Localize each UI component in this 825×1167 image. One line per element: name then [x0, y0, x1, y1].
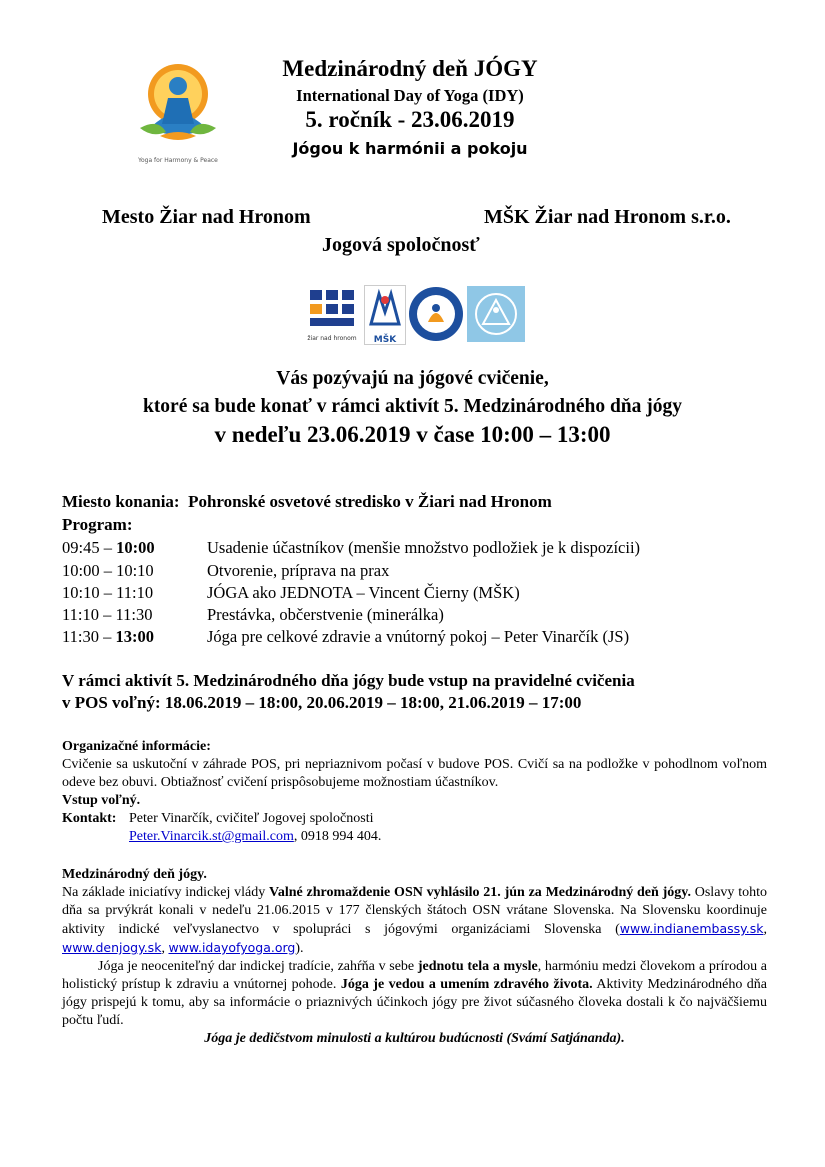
- edition-date: 5. ročník - 23.06.2019: [305, 107, 515, 132]
- organizer-msk: MŠK Žiar nad Hronom s.r.o.: [484, 206, 731, 228]
- contact-name: Peter Vinarčík, cvičiteľ Jogovej spoločnosti: [129, 811, 374, 826]
- yoga-day-logo: [130, 58, 226, 162]
- venue-label: Miesto konania:: [62, 492, 180, 511]
- free-entry-line-1: V rámci aktivít 5. Medzinárodného dňa jógy bude vstup na pravidelné cvičenia: [62, 671, 635, 690]
- page-subtitle: International Day of Yoga (IDY): [296, 86, 524, 105]
- program-desc: JÓGA ako JEDNOTA – Vincent Čierny (MŠK): [207, 583, 520, 602]
- contact-phone: , 0918 994 404.: [293, 829, 382, 844]
- contact-email-link[interactable]: Peter.Vinarcik.st@gmail.com: [129, 829, 294, 844]
- organizer-town: Mesto Žiar nad Hronom: [102, 206, 311, 228]
- logo-msk: [364, 285, 406, 345]
- logo-caption: Yoga for Harmony & Peace: [138, 157, 218, 164]
- program-time: 10:10 – 11:10: [62, 583, 154, 602]
- about-paragraph-2: Jóga je neoceniteľný dar indickej tradície, zahŕňa v sebe jednotu tela a mysle, harmóniu medzi človekom a prírodou a holistický prístup k zdraviu a vnútornej pohode. Jóga je vedou a umením zdravého života. Aktivity Medzinárodného dňa jógy prispejú k tomu, aby sa informácie o priaznivých účinkoch jógy pre život súčasného človeka dostali k čo najväčšiemu počtu ľudí.: [62, 959, 767, 1028]
- program-label: Program:: [62, 515, 133, 534]
- logo-ziar-nad-hronom: [306, 286, 358, 342]
- logo-yoga-club: [408, 286, 464, 342]
- venue: [62, 492, 552, 512]
- closing-quote: Jóga je dedičstvom minulosti a kultúrou budúcnosti (Svámí Satjánanda).: [204, 1031, 625, 1046]
- org-info: [62, 738, 767, 846]
- link-denjogy[interactable]: www.denjogy.sk: [62, 940, 162, 955]
- invite-line-3: v nedeľu 23.06.2019 v čase 10:00 – 13:00: [214, 422, 611, 447]
- invite-line-1: Vás pozývajú na jógové cvičenie,: [276, 368, 549, 389]
- contact-line: [62, 810, 767, 828]
- logo-jogova-spolocnost: [467, 286, 525, 342]
- program-desc: Usadenie účastníkov (menšie množstvo podložiek je k dispozícii): [207, 538, 641, 557]
- page-title: Medzinárodný deň JÓGY: [282, 56, 538, 81]
- contact-label: Kontakt:: [62, 811, 117, 826]
- org-info-heading: Organizačné informácie:: [62, 739, 211, 754]
- link-idayofyoga[interactable]: www.idayofyoga.org: [168, 940, 296, 955]
- program-desc: Otvorenie, príprava na prax: [207, 561, 390, 580]
- logo-ziar-caption: žiar nad hronom: [307, 335, 357, 342]
- contact-email-line: [62, 828, 767, 846]
- free-entry-line-2: v POS voľný: 18.06.2019 – 18:00, 20.06.2019 – 18:00, 21.06.2019 – 17:00: [62, 693, 582, 712]
- venue-value: Pohronské osvetové stredisko v Žiari nad Hronom: [188, 492, 552, 511]
- about-paragraph-1: Na základe iniciatívy indickej vlády Valné zhromaždenie OSN vyhlásilo 21. jún za Medzinárodný deň jógy. Oslavy tohto dňa sa prvýkrát konali v nedeľu 21.06.2015 v 177 členských štátoch OSN vrátane Slovenska. Na Slovensku koordinuje aktivity indické veľvyslanectvo v spolupráci s jógovými organizáciami Slovenska (www.indianembassy.sk, www.denjogy.sk, www.idayofyoga.org).: [62, 885, 767, 956]
- program-time: 11:10 – 11:30: [62, 605, 153, 624]
- program-time: 10:00 – 10:10: [62, 561, 154, 580]
- logo-msk-caption: MŠK: [373, 335, 397, 345]
- org-info-text: Cvičenie sa uskutoční v záhrade POS, pri nepriaznivom počasí v budove POS. Cvičí sa na podložke v pohodlnom voľnom odeve bez obuvi. Obtiažnosť cvičení prispôsobujeme možnostiam účastníkov.: [62, 757, 767, 790]
- link-indianembassy[interactable]: www.indianembassy.sk: [619, 921, 764, 936]
- program-time: 11:30 – 13:00: [62, 627, 154, 646]
- program-desc: Jóga pre celkové zdravie a vnútorný pokoj – Peter Vinarčík (JS): [207, 627, 630, 646]
- entry-free: Vstup voľný.: [62, 793, 141, 808]
- organizer-yoga-society: Jogová spoločnosť: [322, 234, 480, 256]
- program-desc: Prestávka, občerstvenie (minerálka): [207, 605, 444, 624]
- program-time: 09:45 – 10:00: [62, 538, 155, 557]
- about-section: [62, 866, 767, 1048]
- motto: Jógou k harmónii a pokoju: [292, 139, 528, 158]
- invite-line-2: ktoré sa bude konať v rámci aktivít 5. Medzinárodného dňa jógy: [142, 396, 683, 417]
- about-heading: Medzinárodný deň jógy.: [62, 867, 207, 882]
